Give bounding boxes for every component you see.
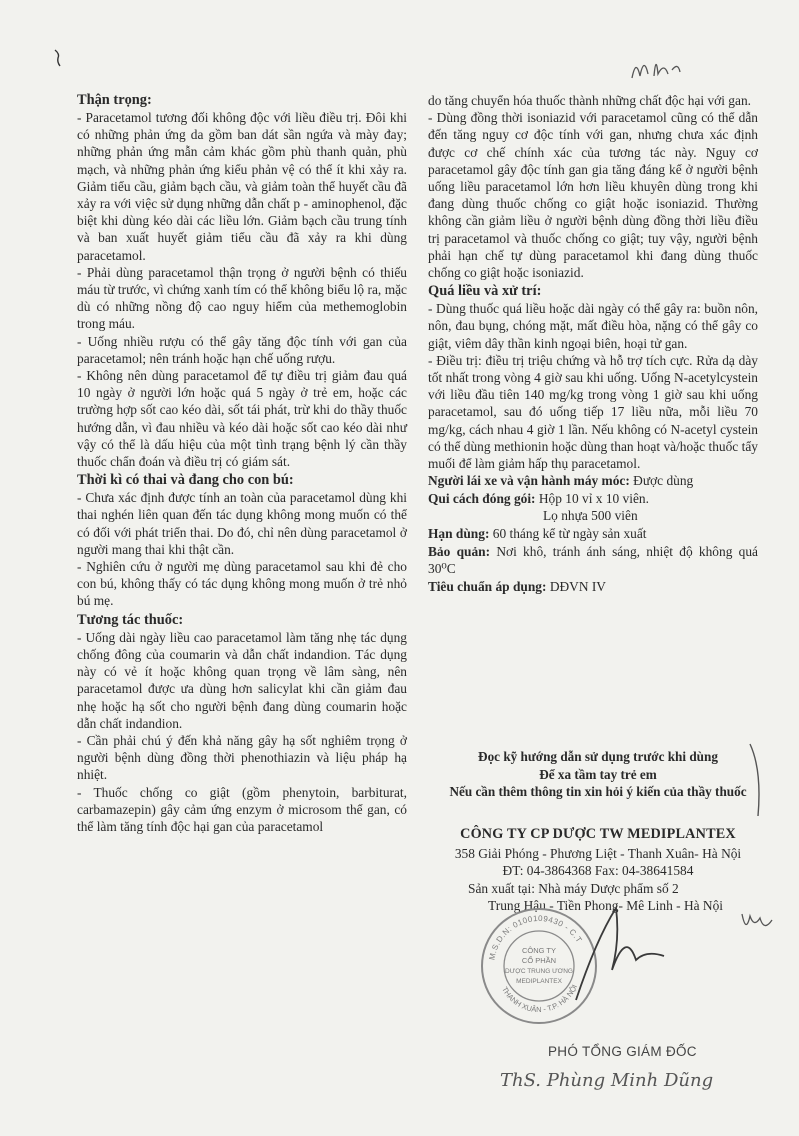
standard-value: DĐVN IV bbox=[546, 578, 606, 594]
seal-inner-1: CÔNG TY bbox=[521, 946, 557, 955]
factory-address: Trung Hậu - Tiền Phong- Mê Linh - Hà Nội bbox=[488, 897, 723, 913]
paragraph: - Dùng đồng thời isoniazid với paracetamol cũng có thể dẫn đến tăng nguy cơ độc tính với gan, nhưng chưa xác định được cơ chế chính xác của tương tác này. Nguy cơ paracetamol gây độc tính gan gia tăng đáng kể ở người bệnh uống liều paracetamol lớn hơn liều khuyên dùng trong khi đang dùng thuốc chống co giật hoặc isoniazid. Thường không cần giảm liều ở người bệnh dùng đồng thời liều điều trị paracetamol và thuốc chống co giật; tuy vậy, người bệnh phải hạn chế tự dùng paracetamol khi đang dùng thuốc chống co giật hoặc isoniazid. bbox=[428, 110, 758, 281]
factory-line: Sản xuất tại: Nhà máy Dược phẩm số 2 bbox=[468, 880, 679, 896]
handwritten-signature bbox=[556, 900, 676, 1010]
handwritten-bracket-mark bbox=[744, 740, 768, 820]
paragraph: - Chưa xác định được tính an toàn của paracetamol dùng khi thai nghén liên quan đến tác dụng không mong muốn có thể có đối với phát triển thai. Do đó, chỉ nên dùng paracetamol ở người mang thai khi thật cần. bbox=[77, 490, 407, 557]
driver-value: Được dùng bbox=[629, 473, 694, 489]
section-heading-pregnancy: Thời kì có thai và đang cho con bú: bbox=[77, 472, 294, 489]
paragraph: - Điều trị: điều trị triệu chứng và hỗ trợ tích cực. Rửa dạ dày tốt nhất trong vòng 4 giờ sau khi uống. Uống N-acetylcystein với liều đầu tiên 140 mg/kg trong vòng 1 giờ sau khi uống paracetamol, sau đó uống tiếp 17 liều nữa, mỗi liều 70 mg/kg, cách nhau 4 giờ 1 lần. Nếu không có N-acetyl cystein có thể dùng methionin hoặc dùng than hoạt và/hoặc thuốc tẩy muối để làm giảm hấp thụ paracetamol. bbox=[428, 352, 758, 472]
paragraph: - Cần phải chú ý đến khả năng gây hạ sốt nghiêm trọng ở người bệnh dùng đồng thời phenothiazin và liệu pháp hạ nhiệt. bbox=[77, 732, 407, 783]
paragraph: - Uống nhiều rượu có thể gây tăng độc tính với gan của paracetamol; nên tránh hoặc hạn chế uống rượu. bbox=[77, 333, 407, 366]
handwritten-initials-top-right bbox=[628, 48, 688, 82]
seal-top-text: M.S.D.N: 0100109430 - C.T bbox=[487, 913, 584, 961]
packaging-label: Qui cách đóng gói: bbox=[428, 490, 536, 506]
storage-value: Nơi khô, tránh ánh sáng, nhiệt độ không quá 30⁰C bbox=[428, 543, 758, 577]
handwritten-mark-top-left bbox=[52, 48, 66, 68]
handwritten-mark-right bbox=[738, 908, 778, 938]
seal-inner-3: DƯỢC TRUNG ƯƠNG bbox=[505, 968, 573, 975]
seal-inner-4: MEDIPLANTEX bbox=[516, 978, 562, 985]
left-column bbox=[77, 90, 407, 835]
paragraph: - Paracetamol tương đối không độc với liều điều trị. Đôi khi có những phản ứng da gồm ban dát sần ngứa và mày đay; những phản ứng mẫn cảm khác gồm phù thanh quản, phù mạch, và những phản ứng kiểu phản vệ có thể ít khi xảy ra. Giảm tiểu cầu, giảm bạch cầu, và giảm toàn thể huyết cầu đã xảy ra với việc sử dụng những dẫn chất p - aminophenol, đặc biệt khi dùng kéo dài các liều lớn. Giảm bạch cầu trung tính và ban xuất huyết giảm tiểu cầu đã xảy ra khi dùng paracetamol. bbox=[77, 110, 407, 263]
paragraph: - Thuốc chống co giật (gồm phenytoin, barbiturat, carbamazepin) gây cảm ứng enzym ở microsom thể gan, có thể làm tăng tính độc hại gan của paracetamol bbox=[77, 784, 407, 834]
expiry-label: Hạn dùng: bbox=[428, 526, 490, 542]
paragraph: - Nghiên cứu ở người mẹ dùng paracetamol sau khi đẻ cho con bú, không thấy có tác dụng không mong muốn ở trẻ nhỏ bú mẹ. bbox=[77, 559, 407, 609]
paragraph: - Dùng thuốc quá liều hoặc dài ngày có thể gây ra: buồn nôn, nôn, đau bụng, chóng mặt, mất điều hòa, nặng có thể gây co giật, viêm dây thần kinh ngoại biên, hoại tử gan. bbox=[428, 301, 758, 351]
right-column bbox=[428, 92, 758, 595]
paragraph: - Uống dài ngày liều cao paracetamol làm tăng nhẹ tác dụng chống đông của coumarin và dẫn chất indandion. Tác dụng này có vẻ ít hoặc không quan trọng về lâm sàng, nên paracetamol được ưa dùng hơn salicylat khi cần giảm đau nhẹ hoặc hạ sốt cho người bệnh đang dùng coumarin hoặc dẫn chất indandion. bbox=[77, 629, 407, 731]
expiry-value: 60 tháng kể từ ngày sản xuất bbox=[489, 526, 647, 542]
section-heading-overdose: Quá liều và xử trí: bbox=[428, 283, 542, 300]
paragraph: do tăng chuyển hóa thuốc thành những chất độc hại với gan. bbox=[428, 93, 751, 108]
section-heading-interactions: Tương tác thuốc: bbox=[77, 611, 184, 628]
packaging-row bbox=[428, 490, 758, 508]
paragraph: - Không nên dùng paracetamol để tự điều trị giảm đau quá 10 ngày ở người lớn hoặc quá 5 ngày ở trẻ em, hoặc các trường hợp sốt cao kéo dài, sốt tái phát, trừ khi do thầy thuốc hướng dẫn, vì đau nhiều và kéo dài hoặc sốt cao kéo dài như vậy có thể là dấu hiệu của một tình trạng bệnh lý cần thầy thuốc chẩn đoán và điều trị có giám sát. bbox=[77, 368, 407, 470]
packaging-value: Hộp 10 vỉ x 10 viên. bbox=[535, 490, 649, 506]
paragraph: - Phải dùng paracetamol thận trọng ở người bệnh có thiếu máu từ trước, vì chứng xanh tím có thể không biểu lộ ra, mặc dù có những nồng độ cao nguy hiểm của methemoglobin trong máu. bbox=[77, 264, 407, 332]
notice-keep-away-children: Để xa tầm tay trẻ em bbox=[539, 766, 657, 782]
company-name: CÔNG TY CP DƯỢC TW MEDIPLANTEX bbox=[460, 826, 736, 842]
driver-row bbox=[428, 472, 758, 490]
section-heading-precautions: Thận trọng: bbox=[77, 92, 152, 108]
storage-row bbox=[428, 543, 758, 578]
notices bbox=[428, 748, 768, 801]
storage-label: Bảo quản: bbox=[428, 543, 491, 559]
standard-label: Tiêu chuẩn áp dụng: bbox=[428, 578, 547, 594]
notice-ask-doctor: Nếu cần thêm thông tin xin hỏi ý kiến của thầy thuốc bbox=[449, 784, 747, 799]
expiry-row bbox=[428, 525, 758, 543]
signatory-title: PHÓ TỔNG GIÁM ĐỐC bbox=[548, 1044, 697, 1059]
packaging-value-2: Lọ nhựa 500 viên bbox=[543, 508, 638, 524]
seal-inner-2: CỔ PHẦN bbox=[521, 956, 557, 965]
company-address: 358 Giải Phóng - Phương Liệt - Thanh Xuân- Hà Nội bbox=[454, 846, 742, 862]
driver-label: Người lái xe và vận hành máy móc: bbox=[428, 473, 630, 489]
notice-read-instructions: Đọc kỹ hướng dẫn sử dụng trước khi dùng bbox=[478, 749, 718, 764]
standard-row bbox=[428, 578, 758, 596]
seal-bottom-text: THANH XUÂN - T.P. HÀ NỘI bbox=[500, 983, 580, 1015]
signatory-name: ThS. Phùng Minh Dũng bbox=[500, 1070, 714, 1091]
company-phone: ĐT: 04-3864368 Fax: 04-38641584 bbox=[502, 863, 694, 879]
